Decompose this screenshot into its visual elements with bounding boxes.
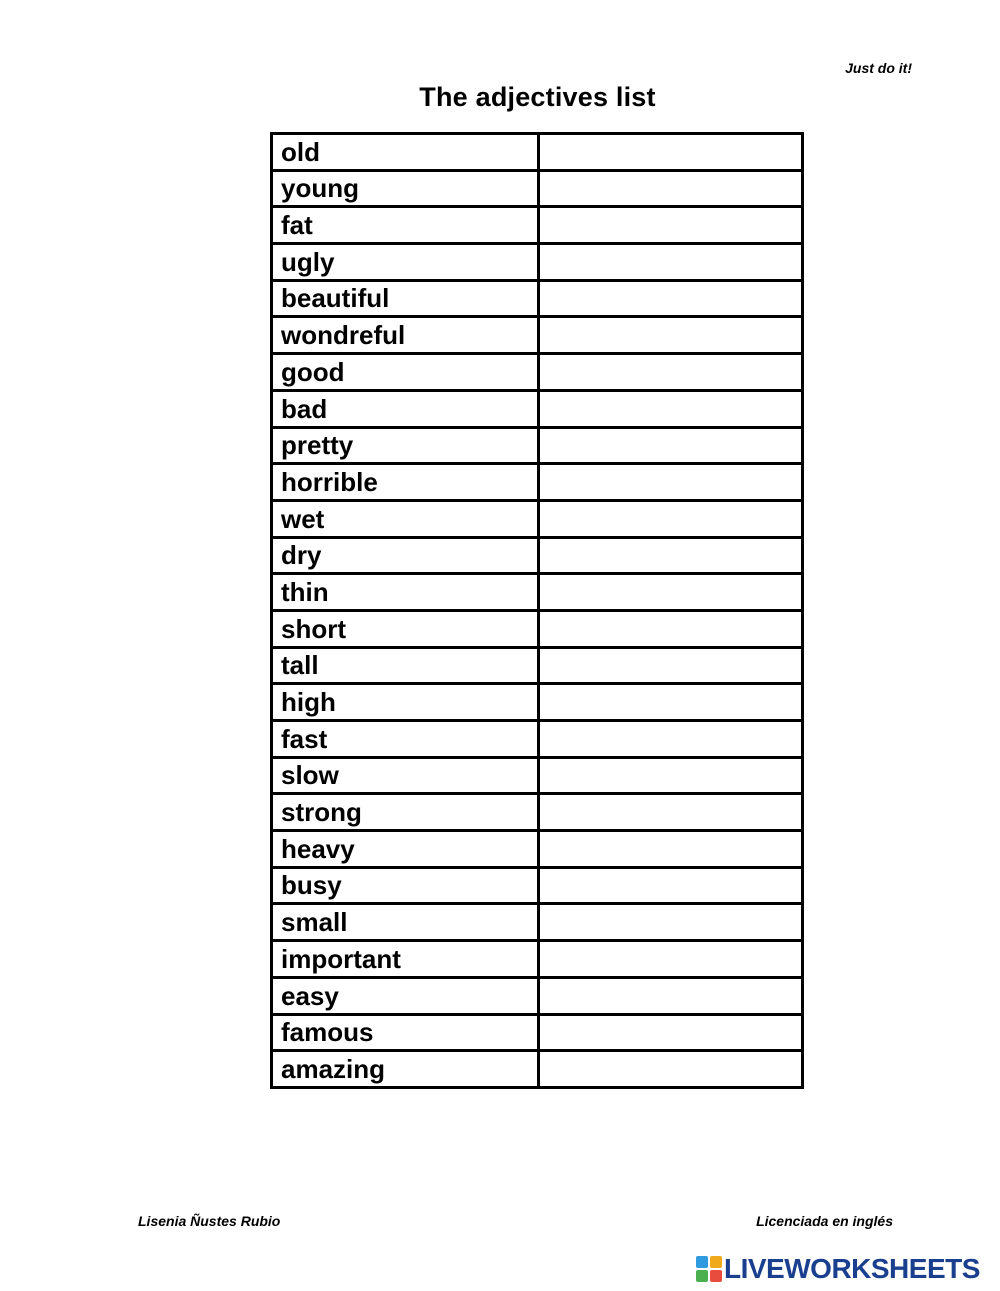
logo-square-4 [710,1270,722,1282]
table-row [272,941,803,978]
answer-cell[interactable] [539,574,803,611]
table-row [272,757,803,794]
adjective-cell: good [272,354,539,391]
adjective-cell: wet [272,500,539,537]
answer-cell[interactable] [539,317,803,354]
answer-cell[interactable] [539,464,803,501]
answer-cell[interactable] [539,610,803,647]
answer-cell[interactable] [539,244,803,281]
logo-square-3 [696,1270,708,1282]
answer-cell[interactable] [539,757,803,794]
adjective-cell: slow [272,757,539,794]
answer-cell[interactable] [539,721,803,758]
table-row [272,1051,803,1088]
answer-cell[interactable] [539,794,803,831]
answer-cell[interactable] [539,977,803,1014]
adjective-cell: famous [272,1014,539,1051]
table-row [272,317,803,354]
table-row [272,610,803,647]
adjective-cell: dry [272,537,539,574]
adjective-cell: easy [272,977,539,1014]
adjective-cell: amazing [272,1051,539,1088]
adjective-cell: young [272,170,539,207]
adjective-cell: bad [272,390,539,427]
author-role: Licenciada en inglés [756,1213,893,1229]
answer-cell[interactable] [539,1014,803,1051]
adjective-cell: fast [272,721,539,758]
answer-cell[interactable] [539,831,803,868]
table-row [272,170,803,207]
table-row [272,574,803,611]
answer-cell[interactable] [539,647,803,684]
table-row [272,721,803,758]
table-row [272,1014,803,1051]
adjective-cell: small [272,904,539,941]
adjective-cell: pretty [272,427,539,464]
answer-cell[interactable] [539,867,803,904]
adjective-cell: short [272,610,539,647]
adjective-cell: strong [272,794,539,831]
table-row [272,354,803,391]
adjective-cell: important [272,941,539,978]
answer-cell[interactable] [539,354,803,391]
table-row [272,537,803,574]
adjective-cell: wondreful [272,317,539,354]
adjective-cell: old [272,134,539,171]
answer-cell[interactable] [539,537,803,574]
adjective-cell: busy [272,867,539,904]
adjective-cell: beautiful [272,280,539,317]
table-row [272,427,803,464]
table-row [272,390,803,427]
table-row [272,280,803,317]
table-row [272,244,803,281]
answer-cell[interactable] [539,170,803,207]
table-row [272,831,803,868]
logo-square-2 [710,1256,722,1268]
table-row [272,867,803,904]
answer-cell[interactable] [539,280,803,317]
answer-cell[interactable] [539,904,803,941]
adjective-cell: ugly [272,244,539,281]
table-row [272,134,803,171]
table-row [272,207,803,244]
table-row [272,684,803,721]
answer-cell[interactable] [539,207,803,244]
liveworksheets-logo-icon [696,1256,722,1282]
page-title: The adjectives list [419,82,656,112]
table-row [272,464,803,501]
brand-name: LIVEWORKSHEETS [724,1253,980,1284]
adjective-cell: horrible [272,464,539,501]
adjectives-table [270,132,804,1089]
answer-cell[interactable] [539,1051,803,1088]
table-row [272,794,803,831]
answer-cell[interactable] [539,684,803,721]
adjectives-table-body [272,134,803,1088]
answer-cell[interactable] [539,941,803,978]
author-name: Lisenia Ñustes Rubio [138,1213,281,1229]
tagline: Just do it! [845,60,912,76]
table-row [272,977,803,1014]
table-row [272,500,803,537]
logo-square-1 [696,1256,708,1268]
table-row [272,647,803,684]
adjective-cell: high [272,684,539,721]
table-row [272,904,803,941]
adjective-cell: fat [272,207,539,244]
answer-cell[interactable] [539,500,803,537]
answer-cell[interactable] [539,390,803,427]
answer-cell[interactable] [539,427,803,464]
answer-cell[interactable] [539,134,803,171]
brand-logo [696,1252,980,1286]
adjective-cell: tall [272,647,539,684]
adjective-cell: heavy [272,831,539,868]
adjective-cell: thin [272,574,539,611]
